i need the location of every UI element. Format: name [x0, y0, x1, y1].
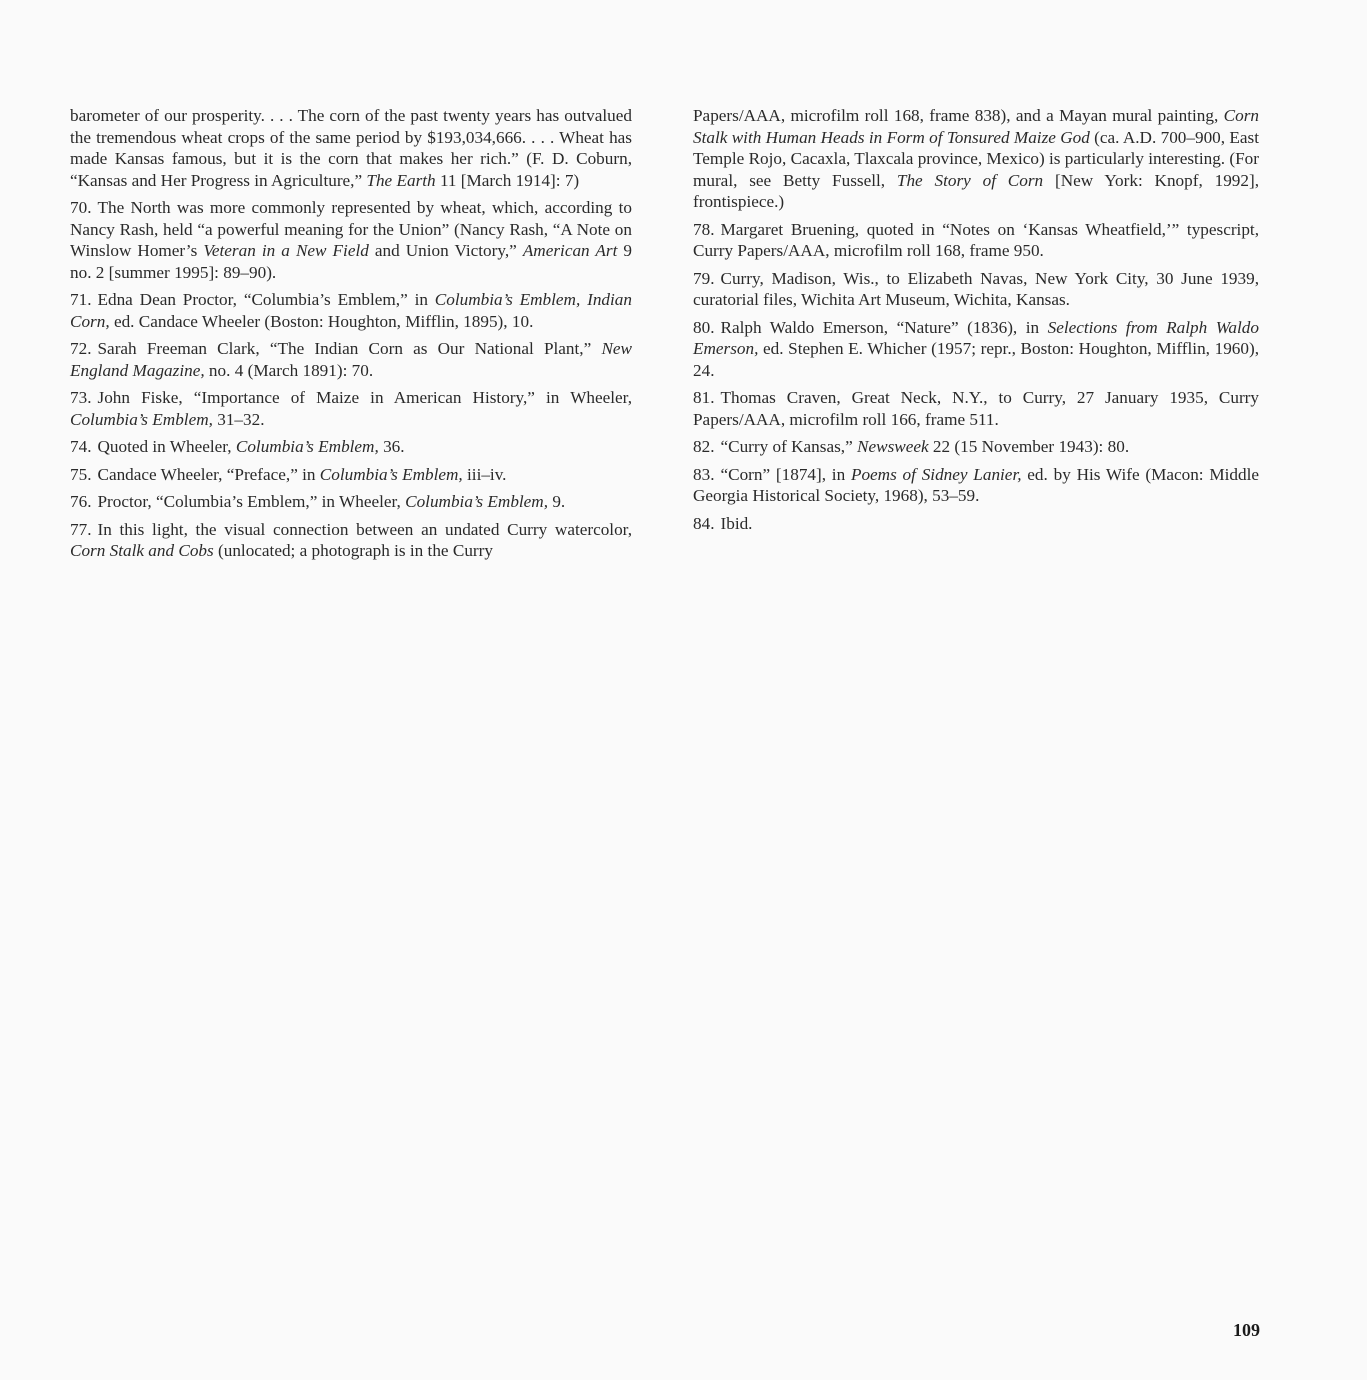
page-number: 109: [1233, 1320, 1260, 1340]
note-number: 70.: [70, 198, 92, 217]
note-number: 75.: [70, 464, 92, 484]
note-77: 77. In this light, the visual connection between an undated Curry watercolor, Corn Stalk and Cobs (unlocated; a photograph is in the Curry: [70, 519, 632, 560]
note-number: 84.: [693, 513, 715, 533]
note-82: 82. “Curry of Kansas,” Newsweek 22 (15 November 1943): 80.: [693, 437, 1130, 456]
note-number: 79.: [693, 268, 715, 288]
note-74: 74. Quoted in Wheeler, Columbia’s Emblem, 36.: [70, 437, 405, 456]
note-81: 81. Thomas Craven, Great Neck, N.Y., to Curry, 27 January 1935, Curry Papers/AAA, microfilm roll 166, frame 511.: [693, 388, 1259, 429]
left-column: [70, 105, 632, 568]
note-number: 80.: [693, 317, 715, 337]
note-number: 78.: [693, 219, 715, 239]
note-77-continuation: Papers/AAA, microfilm roll 168, frame 838), and a Mayan mural painting, Corn Stalk with Human Heads in Form of Tonsured Maize God (ca. A.D. 700–900, East Temple Rojo, Cacaxla, Tlaxcala province, Mexico) is particularly interesting. (For mural, see Betty Fussell, The Story of Corn [New York: Knopf, 1992], frontispiece.): [693, 106, 1259, 211]
note-78: 78. Margaret Bruening, quoted in “Notes on ‘Kansas Wheatfield,’” typescript, Curry Papers/AAA, microfilm roll 168, frame 950.: [693, 219, 1259, 260]
note-71: 71. Edna Dean Proctor, “Columbia’s Emblem,” in Columbia’s Emblem, Indian Corn, ed. Candace Wheeler (Boston: Houghton, Mifflin, 1895), 10.: [70, 290, 632, 331]
note-79: 79. Curry, Madison, Wis., to Elizabeth Navas, New York City, 30 June 1939, curatorial files, Wichita Art Museum, Wichita, Kansas.: [693, 268, 1259, 309]
note-number: 73.: [70, 388, 92, 407]
note-75: 75. Candace Wheeler, “Preface,” in Columbia’s Emblem, iii–iv.: [70, 464, 507, 484]
note-72: 72. Sarah Freeman Clark, “The Indian Corn as Our National Plant,” New England Magazine, no. 4 (March 1891): 70.: [70, 339, 632, 380]
note-84: 84. Ibid.: [693, 513, 753, 533]
note-80: 80. Ralph Waldo Emerson, “Nature” (1836), in Selections from Ralph Waldo Emerson, ed. Stephen E. Whicher (1957; repr., Boston: Houghton, Mifflin, 1960), 24.: [693, 317, 1259, 380]
note-83: 83. “Corn” [1874], in Poems of Sidney Lanier, ed. by His Wife (Macon: Middle Georgia Historical Society, 1968), 53–59.: [693, 464, 1260, 505]
right-column: [693, 105, 1259, 540]
note-number: 82.: [693, 437, 715, 456]
note-69-continuation: barometer of our prosperity. . . . The corn of the past twenty years has outvalued the tremendous wheat crops of the same period by $193,034,666. . . . Wheat has made Kansas famous, but it is the corn that makes her rich.” (F. D. Coburn, “Kansas and Her Progress in Agriculture,” The Earth 11 [March 1914]: 7): [70, 106, 632, 190]
note-number: 71.: [70, 290, 92, 309]
note-number: 81.: [693, 388, 715, 407]
note-number: 74.: [70, 437, 92, 456]
note-73: 73. John Fiske, “Importance of Maize in American History,” in Wheeler, Columbia’s Emblem, 31–32.: [70, 388, 632, 429]
note-number: 72.: [70, 339, 92, 358]
note-76: 76. Proctor, “Columbia’s Emblem,” in Wheeler, Columbia’s Emblem, 9.: [70, 492, 566, 511]
note-70: 70. The North was more commonly represented by wheat, which, according to Nancy Rash, held “a powerful meaning for the Union” (Nancy Rash, “A Note on Winslow Homer’s Veteran in a New Field and Union Victory,” American Art 9 no. 2 [summer 1995]: 89–90).: [70, 198, 632, 282]
note-number: 77.: [70, 519, 92, 539]
note-number: 83.: [693, 464, 715, 484]
note-number: 76.: [70, 492, 92, 511]
